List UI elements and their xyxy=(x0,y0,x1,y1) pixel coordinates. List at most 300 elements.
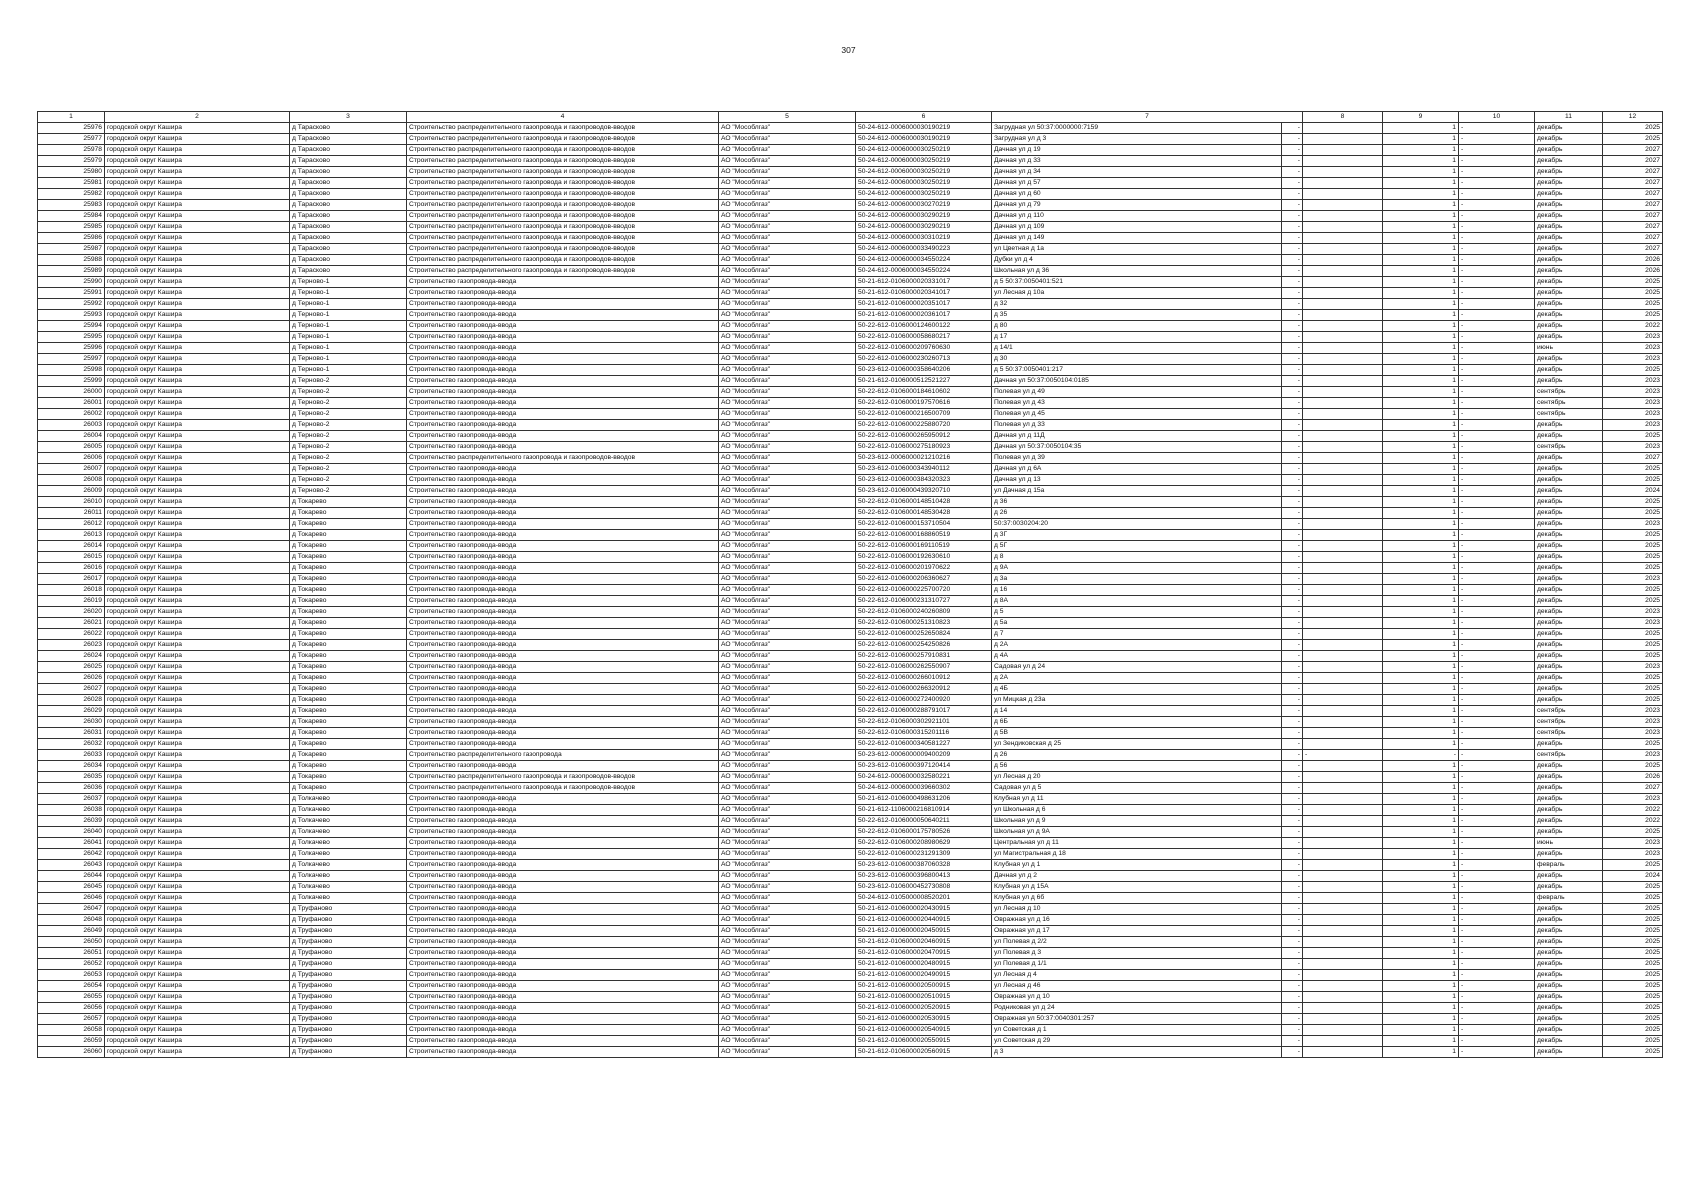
settlement-cell: д Токарево xyxy=(290,706,407,717)
col8-cell: - xyxy=(1282,343,1303,354)
row-number: 26046 xyxy=(38,893,105,904)
work-type-cell: Строительство газопровода-ввода xyxy=(407,805,719,816)
col8-cell: - xyxy=(1282,959,1303,970)
settlement-cell: д Терново-1 xyxy=(290,354,407,365)
col9-cell: 1 xyxy=(1383,684,1459,695)
month-cell: декабрь xyxy=(1535,288,1603,299)
month-cell: декабрь xyxy=(1535,123,1603,134)
address-cell: д 80 xyxy=(992,321,1282,332)
row-number: 26005 xyxy=(38,442,105,453)
col10-cell: - xyxy=(1459,970,1535,981)
object-code-cell: 50-24-612-0006000030250219 xyxy=(856,189,992,200)
col10-cell: - xyxy=(1459,926,1535,937)
address-cell: ул Полевая д 2/2 xyxy=(992,937,1282,948)
object-code-cell: 50-24-612-0006000034550224 xyxy=(856,255,992,266)
month-cell: февраль xyxy=(1535,860,1603,871)
district-cell: городской округ Кашира xyxy=(105,409,290,420)
organization-cell: АО "Мособлгаз" xyxy=(719,1047,856,1058)
address-cell: ул Школьная д 6 xyxy=(992,805,1282,816)
settlement-cell: д Труфаново xyxy=(290,926,407,937)
row-number: 26017 xyxy=(38,574,105,585)
col8b-cell xyxy=(1303,332,1383,343)
district-cell: городской округ Кашира xyxy=(105,233,290,244)
col8b-cell xyxy=(1303,189,1383,200)
object-code-cell: 50-22-612-0106000148530428 xyxy=(856,508,992,519)
col10-cell: - xyxy=(1459,1047,1535,1058)
col9-cell: 1 xyxy=(1383,266,1459,277)
col8b-cell xyxy=(1303,178,1383,189)
col8-cell: - xyxy=(1282,706,1303,717)
row-number: 26038 xyxy=(38,805,105,816)
district-cell: городской округ Кашира xyxy=(105,189,290,200)
month-cell: декабрь xyxy=(1535,497,1603,508)
row-number: 26032 xyxy=(38,739,105,750)
col8-cell: - xyxy=(1282,772,1303,783)
month-cell: декабрь xyxy=(1535,959,1603,970)
col8b-cell xyxy=(1303,629,1383,640)
col8b-cell xyxy=(1303,376,1383,387)
object-code-cell: 50-22-612-0106000175780526 xyxy=(856,827,992,838)
work-type-cell: Строительство газопровода-ввода xyxy=(407,640,719,651)
row-number: 26013 xyxy=(38,530,105,541)
work-type-cell: Строительство газопровода-ввода xyxy=(407,706,719,717)
col8-cell: - xyxy=(1282,178,1303,189)
row-number: 26055 xyxy=(38,992,105,1003)
month-cell: сентябрь xyxy=(1535,717,1603,728)
work-type-cell: Строительство газопровода-ввода xyxy=(407,937,719,948)
col8-cell: - xyxy=(1282,288,1303,299)
year-cell: 2023 xyxy=(1603,618,1663,629)
settlement-cell: д Труфаново xyxy=(290,1025,407,1036)
col9-cell: 1 xyxy=(1383,607,1459,618)
settlement-cell: д Толкачево xyxy=(290,893,407,904)
col8b-cell xyxy=(1303,1003,1383,1014)
object-code-cell: 50-22-612-0106000206360627 xyxy=(856,574,992,585)
col8b-cell xyxy=(1303,838,1383,849)
month-cell: сентябрь xyxy=(1535,409,1603,420)
month-cell: декабрь xyxy=(1535,464,1603,475)
district-cell: городской округ Кашира xyxy=(105,508,290,519)
row-number: 25980 xyxy=(38,167,105,178)
year-cell: 2025 xyxy=(1603,1036,1663,1047)
settlement-cell: д Токарево xyxy=(290,552,407,563)
col8-cell: - xyxy=(1282,299,1303,310)
organization-cell: АО "Мособлгаз" xyxy=(719,475,856,486)
col8-cell: - xyxy=(1282,277,1303,288)
col8-cell: - xyxy=(1282,607,1303,618)
col10-cell: - xyxy=(1459,420,1535,431)
work-type-cell: Строительство газопровода-ввода xyxy=(407,871,719,882)
col10-cell: - xyxy=(1459,739,1535,750)
col8b-cell xyxy=(1303,310,1383,321)
district-cell: городской округ Кашира xyxy=(105,596,290,607)
table-row xyxy=(38,211,1663,222)
address-cell: д 2А xyxy=(992,673,1282,684)
col8-cell: - xyxy=(1282,838,1303,849)
month-cell: декабрь xyxy=(1535,1014,1603,1025)
col8b-cell xyxy=(1303,805,1383,816)
year-cell: 2025 xyxy=(1603,475,1663,486)
object-code-cell: 50-21-612-0106000020430915 xyxy=(856,904,992,915)
month-cell: сентябрь xyxy=(1535,442,1603,453)
col8-cell: - xyxy=(1282,453,1303,464)
district-cell: городской округ Кашира xyxy=(105,926,290,937)
table-row xyxy=(38,453,1663,464)
address-cell: Клубная ул д 1 xyxy=(992,860,1282,871)
year-cell: 2026 xyxy=(1603,772,1663,783)
row-number: 26027 xyxy=(38,684,105,695)
organization-cell: АО "Мособлгаз" xyxy=(719,651,856,662)
address-cell: д 5а xyxy=(992,618,1282,629)
table-row xyxy=(38,486,1663,497)
col8b-cell xyxy=(1303,277,1383,288)
district-cell: городской округ Кашира xyxy=(105,937,290,948)
object-code-cell: 50-22-612-0106000302921101 xyxy=(856,717,992,728)
settlement-cell: д Толкачево xyxy=(290,882,407,893)
month-cell: декабрь xyxy=(1535,156,1603,167)
col8b-cell xyxy=(1303,343,1383,354)
settlement-cell: д Толкачево xyxy=(290,838,407,849)
work-type-cell: Строительство распределительного газопровода и газопроводов-вводов xyxy=(407,178,719,189)
object-code-cell: 50-24-612-0006000034550224 xyxy=(856,266,992,277)
month-cell: декабрь xyxy=(1535,816,1603,827)
object-code-cell: 50-24-612-0006000030270219 xyxy=(856,200,992,211)
col8b-cell xyxy=(1303,937,1383,948)
settlement-cell: д Толкачево xyxy=(290,871,407,882)
col8b-cell xyxy=(1303,530,1383,541)
row-number: 26020 xyxy=(38,607,105,618)
month-cell: декабрь xyxy=(1535,882,1603,893)
col10-cell: - xyxy=(1459,123,1535,134)
row-number: 26014 xyxy=(38,541,105,552)
col8-cell: - xyxy=(1282,948,1303,959)
col10-cell: - xyxy=(1459,189,1535,200)
month-cell: декабрь xyxy=(1535,915,1603,926)
organization-cell: АО "Мособлгаз" xyxy=(719,915,856,926)
month-cell: декабрь xyxy=(1535,596,1603,607)
district-cell: городской округ Кашира xyxy=(105,805,290,816)
year-cell: 2025 xyxy=(1603,684,1663,695)
year-cell: 2027 xyxy=(1603,453,1663,464)
address-cell: ул Советская д 1 xyxy=(992,1025,1282,1036)
col8-cell: - xyxy=(1282,651,1303,662)
year-cell: 2025 xyxy=(1603,761,1663,772)
address-cell: д 26 xyxy=(992,508,1282,519)
work-type-cell: Строительство газопровода-ввода xyxy=(407,508,719,519)
col8-cell: - xyxy=(1282,904,1303,915)
district-cell: городской округ Кашира xyxy=(105,904,290,915)
col8-cell: - xyxy=(1282,596,1303,607)
col9-cell: 1 xyxy=(1383,585,1459,596)
col9-cell: 1 xyxy=(1383,695,1459,706)
address-cell: д 5 50:37:0050401:217 xyxy=(992,365,1282,376)
col9-cell: 1 xyxy=(1383,222,1459,233)
row-number: 25994 xyxy=(38,321,105,332)
table-row xyxy=(38,266,1663,277)
table-row xyxy=(38,1025,1663,1036)
table-row xyxy=(38,189,1663,200)
table-row xyxy=(38,409,1663,420)
object-code-cell: 50-21-612-0106000020450915 xyxy=(856,926,992,937)
address-cell: Школьная ул д 9А xyxy=(992,827,1282,838)
year-cell: 2025 xyxy=(1603,277,1663,288)
organization-cell: АО "Мособлгаз" xyxy=(719,1014,856,1025)
col10-cell: - xyxy=(1459,178,1535,189)
col9-cell: 1 xyxy=(1383,959,1459,970)
col9-cell: 1 xyxy=(1383,475,1459,486)
table-row xyxy=(38,233,1663,244)
district-cell: городской округ Кашира xyxy=(105,948,290,959)
address-cell: Овражная ул д 17 xyxy=(992,926,1282,937)
settlement-cell: д Тарасково xyxy=(290,134,407,145)
col9-cell: 1 xyxy=(1383,211,1459,222)
col8b-cell xyxy=(1303,651,1383,662)
col10-cell: - xyxy=(1459,728,1535,739)
col8b-cell xyxy=(1303,200,1383,211)
district-cell: городской округ Кашира xyxy=(105,178,290,189)
settlement-cell: д Тарасково xyxy=(290,233,407,244)
col10-cell: - xyxy=(1459,442,1535,453)
col10-cell: - xyxy=(1459,662,1535,673)
district-cell: городской округ Кашира xyxy=(105,816,290,827)
col8b-cell xyxy=(1303,783,1383,794)
year-cell: 2025 xyxy=(1603,959,1663,970)
table-row xyxy=(38,871,1663,882)
col8b-cell xyxy=(1303,761,1383,772)
col8-cell: - xyxy=(1282,618,1303,629)
work-type-cell: Строительство газопровода-ввода xyxy=(407,420,719,431)
settlement-cell: д Толкачево xyxy=(290,816,407,827)
row-number: 26023 xyxy=(38,640,105,651)
address-cell: Дачная ул д 57 xyxy=(992,178,1282,189)
district-cell: городской округ Кашира xyxy=(105,893,290,904)
district-cell: городской округ Кашира xyxy=(105,167,290,178)
organization-cell: АО "Мособлгаз" xyxy=(719,596,856,607)
object-code-cell: 50-22-612-0106000231310727 xyxy=(856,596,992,607)
col10-cell: - xyxy=(1459,145,1535,156)
settlement-cell: д Тарасково xyxy=(290,189,407,200)
settlement-cell: д Терново-2 xyxy=(290,442,407,453)
address-cell: Клубная ул д 6б xyxy=(992,893,1282,904)
col10-cell: - xyxy=(1459,552,1535,563)
month-cell: декабрь xyxy=(1535,178,1603,189)
organization-cell: АО "Мособлгаз" xyxy=(719,706,856,717)
year-cell: 2023 xyxy=(1603,838,1663,849)
col8b-cell xyxy=(1303,398,1383,409)
address-cell: д 35 xyxy=(992,310,1282,321)
district-cell: городской округ Кашира xyxy=(105,959,290,970)
district-cell: городской округ Кашира xyxy=(105,464,290,475)
settlement-cell: д Токарево xyxy=(290,563,407,574)
work-type-cell: Строительство распределительного газопровода xyxy=(407,750,719,761)
address-cell: ул Мицкая д 23а xyxy=(992,695,1282,706)
settlement-cell: д Терново-2 xyxy=(290,431,407,442)
col8b-cell xyxy=(1303,453,1383,464)
col8b-cell xyxy=(1303,233,1383,244)
work-type-cell: Строительство распределительного газопровода и газопроводов-вводов xyxy=(407,255,719,266)
month-cell: декабрь xyxy=(1535,376,1603,387)
col8-cell: - xyxy=(1282,673,1303,684)
col8b-cell xyxy=(1303,706,1383,717)
col9-cell: 1 xyxy=(1383,893,1459,904)
object-code-cell: 50-22-612-0106000266010912 xyxy=(856,673,992,684)
settlement-cell: д Токарево xyxy=(290,728,407,739)
col10-cell: - xyxy=(1459,1003,1535,1014)
col10-cell: - xyxy=(1459,651,1535,662)
settlement-cell: д Терново-1 xyxy=(290,343,407,354)
col9-cell: 1 xyxy=(1383,442,1459,453)
year-cell: 2025 xyxy=(1603,860,1663,871)
settlement-cell: д Терново-1 xyxy=(290,332,407,343)
work-type-cell: Строительство газопровода-ввода xyxy=(407,794,719,805)
month-cell: декабрь xyxy=(1535,530,1603,541)
settlement-cell: д Терново-2 xyxy=(290,475,407,486)
table-row xyxy=(38,321,1663,332)
address-cell: ул Лесная д 46 xyxy=(992,981,1282,992)
row-number: 26047 xyxy=(38,904,105,915)
col9-cell: 1 xyxy=(1383,167,1459,178)
year-cell: 2027 xyxy=(1603,156,1663,167)
organization-cell: АО "Мособлгаз" xyxy=(719,453,856,464)
table-row xyxy=(38,475,1663,486)
col10-cell: - xyxy=(1459,508,1535,519)
col8-cell: - xyxy=(1282,530,1303,541)
organization-cell: АО "Мособлгаз" xyxy=(719,772,856,783)
organization-cell: АО "Мособлгаз" xyxy=(719,277,856,288)
object-code-cell: 50-23-612-0106000452730808 xyxy=(856,882,992,893)
month-cell: декабрь xyxy=(1535,618,1603,629)
column-number: 11 xyxy=(1535,112,1603,123)
organization-cell: АО "Мособлгаз" xyxy=(719,585,856,596)
year-cell: 2025 xyxy=(1603,882,1663,893)
col8-cell: - xyxy=(1282,211,1303,222)
settlement-cell: д Тарасково xyxy=(290,211,407,222)
col8b-cell xyxy=(1303,860,1383,871)
district-cell: городской округ Кашира xyxy=(105,376,290,387)
year-cell: 2025 xyxy=(1603,915,1663,926)
district-cell: городской округ Кашира xyxy=(105,123,290,134)
row-number: 25977 xyxy=(38,134,105,145)
work-type-cell: Строительство газопровода-ввода xyxy=(407,288,719,299)
settlement-cell: д Труфаново xyxy=(290,1036,407,1047)
work-type-cell: Строительство газопровода-ввода xyxy=(407,530,719,541)
table-row xyxy=(38,651,1663,662)
object-code-cell: 50-21-612-0106000498631206 xyxy=(856,794,992,805)
col8b-cell xyxy=(1303,662,1383,673)
organization-cell: АО "Мособлгаз" xyxy=(719,794,856,805)
object-code-cell: 50-21-612-0106000020440915 xyxy=(856,915,992,926)
row-number: 26008 xyxy=(38,475,105,486)
work-type-cell: Строительство газопровода-ввода xyxy=(407,684,719,695)
column-number: 10 xyxy=(1459,112,1535,123)
col8b-cell xyxy=(1303,211,1383,222)
work-type-cell: Строительство газопровода-ввода xyxy=(407,904,719,915)
year-cell: 2025 xyxy=(1603,1025,1663,1036)
col9-cell: 1 xyxy=(1383,497,1459,508)
row-number: 25983 xyxy=(38,200,105,211)
object-code-cell: 50-21-612-0106000020540915 xyxy=(856,1025,992,1036)
col8b-cell xyxy=(1303,552,1383,563)
table-row xyxy=(38,332,1663,343)
work-type-cell: Строительство распределительного газопровода и газопроводов-вводов xyxy=(407,145,719,156)
col8-cell: - xyxy=(1282,1014,1303,1025)
year-cell: 2023 xyxy=(1603,574,1663,585)
col10-cell: - xyxy=(1459,310,1535,321)
settlement-cell: д Труфаново xyxy=(290,970,407,981)
year-cell: 2025 xyxy=(1603,673,1663,684)
settlement-cell: д Тарасково xyxy=(290,200,407,211)
organization-cell: АО "Мособлгаз" xyxy=(719,904,856,915)
col8b-cell xyxy=(1303,244,1383,255)
year-cell: 2025 xyxy=(1603,585,1663,596)
col8-cell: - xyxy=(1282,123,1303,134)
organization-cell: АО "Мособлгаз" xyxy=(719,519,856,530)
col10-cell: - xyxy=(1459,387,1535,398)
col10-cell: - xyxy=(1459,794,1535,805)
year-cell: 2025 xyxy=(1603,981,1663,992)
district-cell: городской округ Кашира xyxy=(105,552,290,563)
row-number: 26059 xyxy=(38,1036,105,1047)
work-type-cell: Строительство газопровода-ввода xyxy=(407,827,719,838)
address-cell: Клубная ул д 11 xyxy=(992,794,1282,805)
object-code-cell: 50-21-612-0106000020341017 xyxy=(856,288,992,299)
row-number: 26037 xyxy=(38,794,105,805)
col8-cell: - xyxy=(1282,992,1303,1003)
object-code-cell: 50-23-612-0106000396800413 xyxy=(856,871,992,882)
col8-cell: - xyxy=(1282,475,1303,486)
organization-cell: АО "Мособлгаз" xyxy=(719,530,856,541)
work-type-cell: Строительство газопровода-ввода xyxy=(407,948,719,959)
year-cell: 2025 xyxy=(1603,827,1663,838)
organization-cell: АО "Мособлгаз" xyxy=(719,552,856,563)
col9-cell: 1 xyxy=(1383,981,1459,992)
month-cell: декабрь xyxy=(1535,1025,1603,1036)
month-cell: декабрь xyxy=(1535,926,1603,937)
district-cell: городской округ Кашира xyxy=(105,1047,290,1058)
object-code-cell: 50-22-612-0106000272400920 xyxy=(856,695,992,706)
row-number: 26029 xyxy=(38,706,105,717)
col8b-cell: - xyxy=(1303,750,1383,761)
organization-cell: АО "Мособлгаз" xyxy=(719,750,856,761)
address-cell: Дачная ул д 79 xyxy=(992,200,1282,211)
month-cell: декабрь xyxy=(1535,299,1603,310)
month-cell: декабрь xyxy=(1535,277,1603,288)
district-cell: городской округ Кашира xyxy=(105,684,290,695)
col8b-cell xyxy=(1303,794,1383,805)
col8-cell: - xyxy=(1282,805,1303,816)
row-number: 26051 xyxy=(38,948,105,959)
table-row xyxy=(38,618,1663,629)
organization-cell: АО "Мособлгаз" xyxy=(719,695,856,706)
col8-cell: - xyxy=(1282,387,1303,398)
settlement-cell: д Тарасково xyxy=(290,255,407,266)
row-number: 26060 xyxy=(38,1047,105,1058)
object-code-cell: 50-22-612-0106000240260809 xyxy=(856,607,992,618)
object-code-cell: 50-24-612-0006000032580221 xyxy=(856,772,992,783)
organization-cell: АО "Мособлгаз" xyxy=(719,123,856,134)
organization-cell: АО "Мособлгаз" xyxy=(719,948,856,959)
district-cell: городской округ Кашира xyxy=(105,134,290,145)
settlement-cell: д Терново-1 xyxy=(290,365,407,376)
district-cell: городской округ Кашира xyxy=(105,981,290,992)
object-code-cell: 50-24-612-0105000008520201 xyxy=(856,893,992,904)
object-code-cell: 50-21-612-0106000020560915 xyxy=(856,1047,992,1058)
row-number: 25995 xyxy=(38,332,105,343)
object-code-cell: 50-21-612-0106000020351017 xyxy=(856,299,992,310)
work-type-cell: Строительство распределительного газопровода и газопроводов-вводов xyxy=(407,783,719,794)
col9-cell: 1 xyxy=(1383,1025,1459,1036)
organization-cell: АО "Мособлгаз" xyxy=(719,310,856,321)
